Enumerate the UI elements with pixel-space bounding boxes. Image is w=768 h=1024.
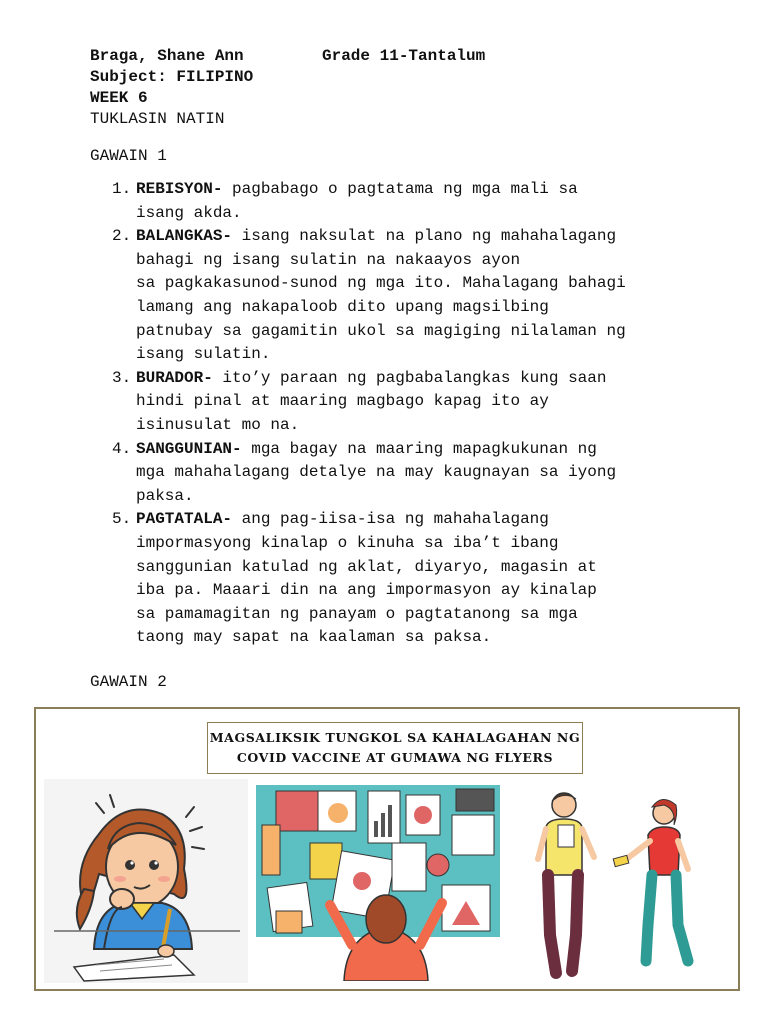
grade-section: Grade 11-Tantalum [322,47,486,65]
research-desk-illustration [256,785,500,981]
week-line: WEEK 6 [90,89,148,107]
list-item: 1. REBISYON- pagbabago o pagtatama ng mga mali sa isang akda. [112,180,578,222]
student-name: Braga, Shane Ann [90,47,244,65]
list-item: 4. SANGGUNIAN- mga bagay na maaring mapagkukunan ng mga mahahalagang detalye na may kaugnayan sa iyong paksa. [112,439,617,505]
definition-list [108,178,688,650]
gawain1-title: GAWAIN 1 [90,147,167,165]
subject-line: Subject: FILIPINO [90,68,254,86]
gawain2-title: GAWAIN 2 [90,673,167,691]
thinking-girl-illustration [44,779,248,983]
list-item: 5. PAGTATALA- ang pag-iisa-isa ng mahahalagang impormasyong kinalap o kinuha sa iba’t ibang sanggunian katulad ng aklat, diyaryo, magasin at iba pa. Maaari din na ang impormasyon ay kinalap sa pamamagitan ng panayam o pagtatanong sa mga taong may sapat na kaalaman sa paksa. [112,510,597,647]
list-item: 2. BALANGKAS- isang naksulat na plano ng mahahalagang bahagi ng isang sulatin na nakaayos ayon sa pagkakasunod-sunod ng mga ito. Mahalagang bahagi lamang ang nakapaloob dito upang magsilbing patnubay sa gagamitin ukol sa magiging nilalaman ng isang sulatin. [112,227,626,364]
task-banner: MAGSALIKSIK TUNGKOL SA KAHALAGAHAN NG COVID VACCINE AT GUMAWA NG FLYERS [207,722,583,774]
list-item: 3. BURADOR- ito’y paraan ng pagbabalangkas kung saan hindi pinal at maaring magbago kapag ito ay isinusulat mo na. [112,368,607,434]
gawain2-box [34,707,740,991]
section-heading: TUKLASIN NATIN [90,110,225,128]
two-people-illustration [528,785,708,981]
